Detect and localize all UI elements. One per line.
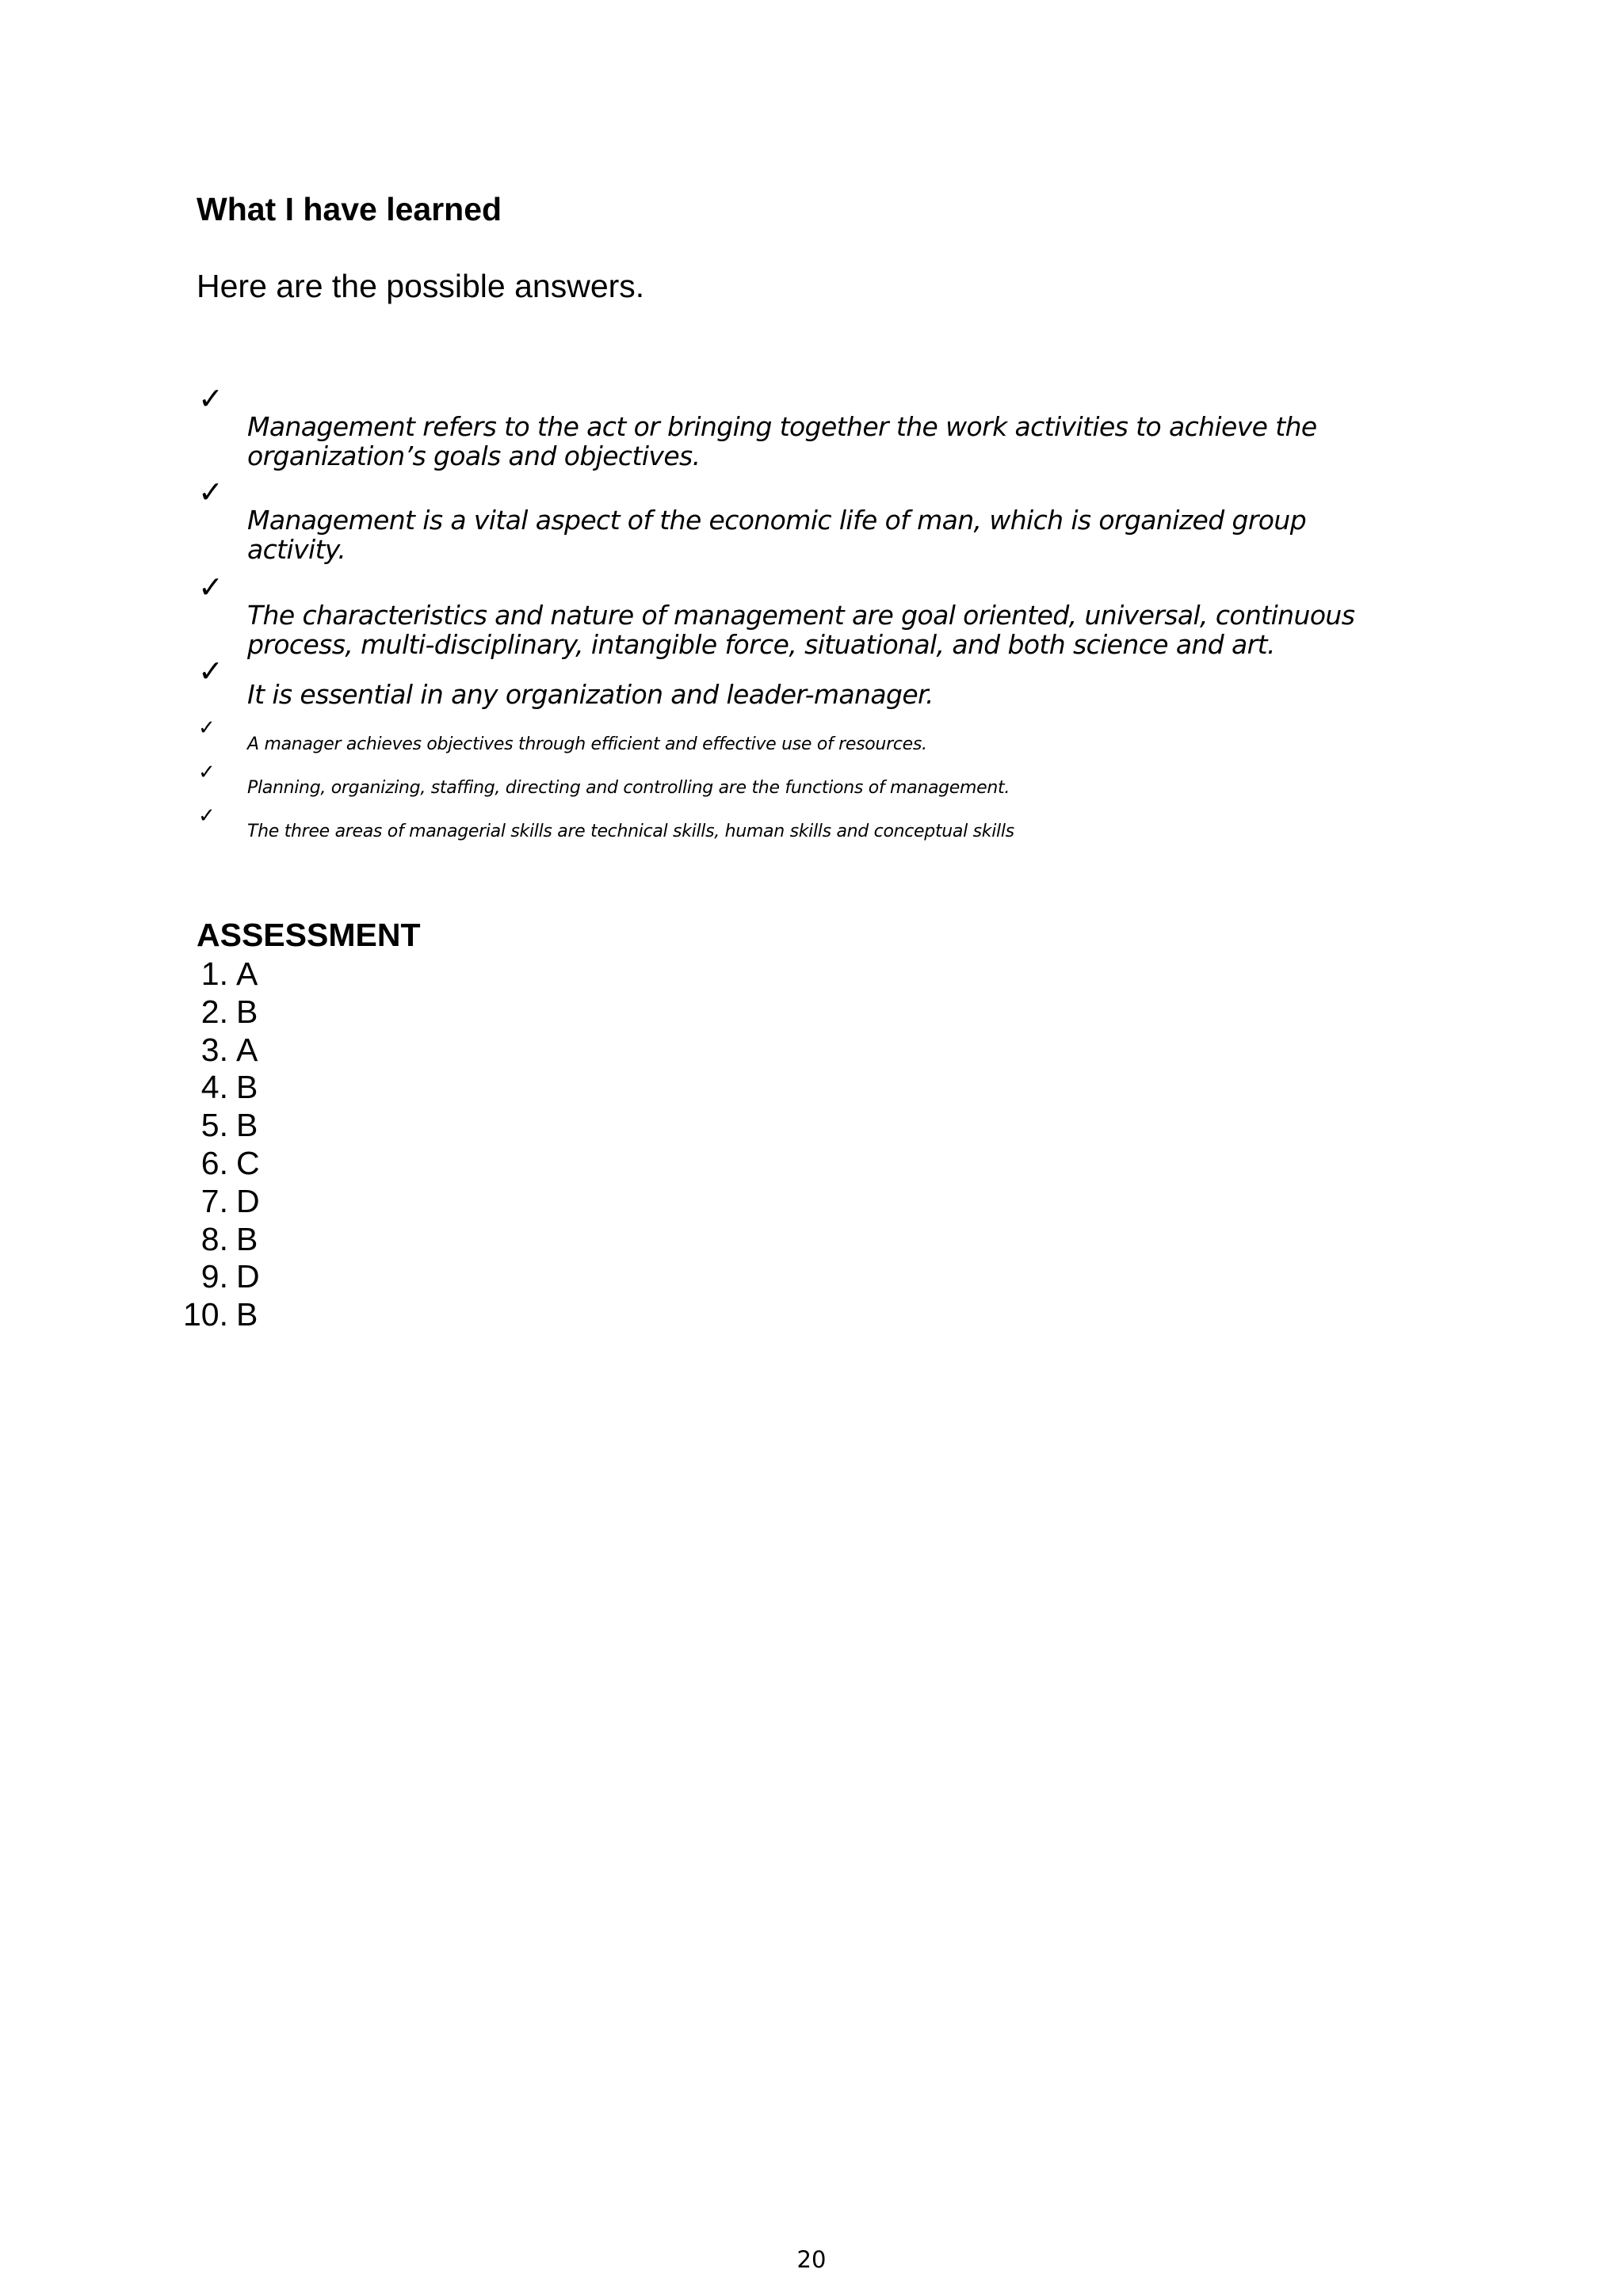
answer-letter: B	[236, 1107, 258, 1144]
answer-item	[158, 955, 260, 994]
answer-item	[158, 994, 260, 1032]
answer-key-list	[158, 955, 260, 1334]
learned-item: The three areas of managerial skills are technical skills, human skills and conceptual skills	[247, 822, 1014, 841]
answer-item	[158, 1221, 260, 1259]
answer-item	[158, 1296, 260, 1334]
answer-number: 6.	[200, 1144, 228, 1181]
checkmark-icon: ✓	[198, 570, 223, 605]
answer-item	[158, 1183, 260, 1221]
learned-item: Management refers to the act or bringing together the work activities to achieve the organization’s goals and objectives.	[247, 411, 1317, 471]
answer-number: 8.	[200, 1220, 228, 1257]
answer-number: 2.	[200, 993, 228, 1030]
page-number: 20	[796, 2246, 827, 2273]
answer-item	[158, 1107, 260, 1145]
answer-number: 4.	[200, 1069, 228, 1106]
learned-item: A manager achieves objectives through efficient and effective use of resources.	[247, 734, 927, 754]
answer-item	[158, 1258, 260, 1296]
answer-letter: B	[236, 1296, 258, 1333]
answer-letter: A	[236, 1031, 258, 1068]
answer-item	[158, 1145, 260, 1183]
answer-letter: B	[236, 993, 258, 1030]
answer-letter: C	[236, 1144, 260, 1181]
learned-item: It is essential in any organization and leader-manager.	[247, 679, 934, 710]
section-heading: What I have learned	[197, 191, 502, 227]
answer-number: 7.	[200, 1182, 228, 1219]
answer-letter: D	[236, 1258, 260, 1295]
learned-item: Management is a vital aspect of the economic life of man, which is organized group activity.	[247, 505, 1307, 565]
checkmark-icon: ✓	[198, 475, 223, 509]
answer-number: 3.	[200, 1031, 228, 1068]
answer-number: 10.	[183, 1296, 228, 1333]
learned-item: Planning, organizing, staffing, directing and controlling are the functions of management.	[247, 778, 1010, 798]
answer-letter: D	[236, 1182, 260, 1219]
answer-letter: B	[236, 1220, 258, 1257]
answer-item	[158, 1032, 260, 1070]
answer-item	[158, 1069, 260, 1107]
answer-number: 1.	[200, 955, 228, 992]
intro-text: Here are the possible answers.	[197, 268, 645, 304]
assessment-title: ASSESSMENT	[197, 917, 421, 953]
answer-number: 5.	[200, 1107, 228, 1144]
checkmark-icon: ✓	[198, 716, 216, 740]
answer-letter: A	[236, 955, 258, 992]
checkmark-icon: ✓	[198, 381, 223, 416]
answer-letter: B	[236, 1069, 258, 1106]
checkmark-icon: ✓	[198, 654, 223, 688]
checkmark-icon: ✓	[198, 804, 216, 828]
answer-number: 9.	[200, 1258, 228, 1295]
learned-item: The characteristics and nature of management are goal oriented, universal, continuous process, multi-disciplinary, intangible force, situational, and both science and art.	[247, 600, 1355, 660]
checkmark-icon: ✓	[198, 761, 216, 784]
